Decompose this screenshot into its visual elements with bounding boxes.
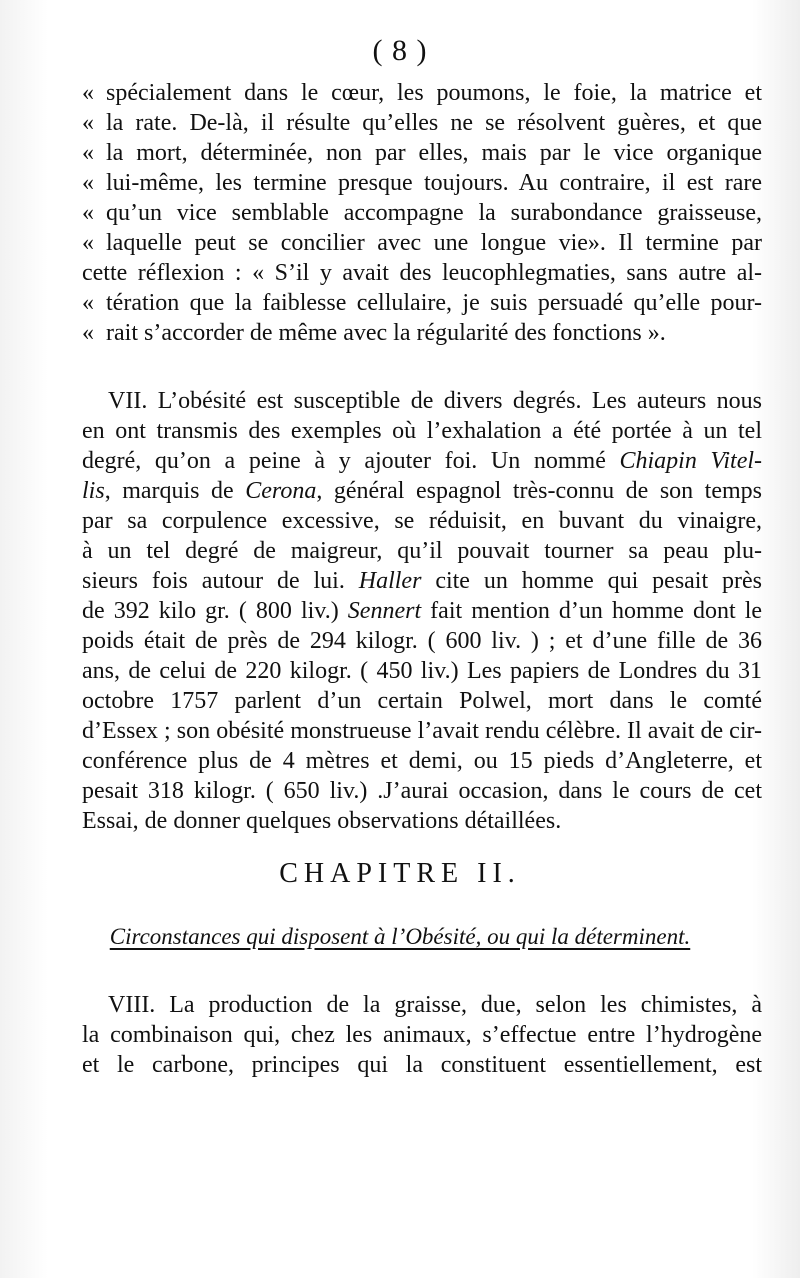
text-line: cette réflexion : « S’il y avait des leucophlegmaties, sans autre al- xyxy=(82,260,763,286)
text-line: poids était de près de 294 kilogr. ( 600 liv. ) ; et d’une fille de 36 xyxy=(82,628,762,654)
text-line: « qu’un vice semblable accompagne la surabondance graisseuse, xyxy=(82,200,762,226)
chapter-heading: CHAPITRE II. xyxy=(279,858,521,889)
text-line: lis, marquis de Cerona, général espagnol très-connu de son temps xyxy=(82,478,763,504)
text-line: ans, de celui de 220 kilogr. ( 450 liv.) Les papiers de Londres du 31 xyxy=(82,658,762,684)
text-line: « tération que la faiblesse cellulaire, je suis persuadé qu’elle pour- xyxy=(82,290,762,316)
quote-mark: « xyxy=(82,80,94,106)
text-line: « lui-même, les termine presque toujours. Au contraire, il est rare xyxy=(82,170,762,196)
text-line: degré, qu’on a peine à y ajouter foi. Un nommé Chiapin Vitel- xyxy=(82,448,763,474)
text-line: par sa corpulence excessive, se réduisit, en buvant du vinaigre, xyxy=(82,508,762,534)
text-line: à un tel degré de maigreur, qu’il pouvait tourner sa peau plu- xyxy=(82,538,762,564)
text-line: de 392 kilo gr. ( 800 liv.) Sennert fait mention d’un homme dont le xyxy=(82,598,763,624)
chapter-subtitle: Circonstances qui disposent à l’Obésité, ou qui la déterminent. xyxy=(109,924,691,949)
page-number: ( 8 ) xyxy=(372,34,428,67)
text-line: « laquelle peut se concilier avec une longue vie». Il termine par xyxy=(82,230,762,256)
person-name: Chiapin Vitel- xyxy=(619,448,763,474)
text-line: Essai, de donner quelques observations détaillées. xyxy=(82,808,562,834)
quote-mark: « xyxy=(252,260,265,286)
author-name: Sennert xyxy=(347,598,422,624)
text-line: d’Essex ; son obésité monstrueuse l’avait rendu célèbre. Il avait de cir- xyxy=(82,718,762,744)
author-name: Haller xyxy=(358,568,422,594)
quote-close: ». xyxy=(647,320,666,346)
place-name: Cerona xyxy=(245,478,317,504)
text-line: la combinaison qui, chez les animaux, s’effectue entre l’hydrogène xyxy=(82,1022,762,1048)
quote-mark: « xyxy=(82,200,94,226)
quote-mark: « xyxy=(82,320,94,346)
quote-mark: « xyxy=(82,140,94,166)
quote-mark: « xyxy=(82,290,94,316)
text-line: VIII. La production de la graisse, due, selon les chimistes, à xyxy=(108,992,762,1018)
quote-mark: « xyxy=(82,230,94,256)
quote-mark: « xyxy=(82,110,94,136)
text-line: conférence plus de 4 mètres et demi, ou 15 pieds d’Angleterre, et xyxy=(82,748,762,774)
text-line: et le carbone, principes qui la constituent essentiellement, est xyxy=(82,1052,762,1078)
text-line: « spécialement dans le cœur, les poumons, le foie, la matrice et xyxy=(82,80,762,106)
text-line: VII. L’obésité est susceptible de divers degrés. Les auteurs nous xyxy=(108,388,762,414)
text-line: « la mort, déterminée, non par elles, mais par le vice organique xyxy=(82,140,762,166)
text-line: pesait 318 kilogr. ( 650 liv.) .J’aurai occasion, dans le cours de cet xyxy=(82,778,762,804)
text-line: « rait s’accorder de même avec la régularité des fonctions ». xyxy=(82,320,666,346)
text-line: sieurs fois autour de lui. Haller cite un homme qui pesait près xyxy=(82,568,763,594)
text-line: « la rate. De-là, il résulte qu’elles ne se résolvent guères, et que xyxy=(82,110,762,136)
text-line: octobre 1757 parlent d’un certain Polwel, mort dans le comté xyxy=(82,688,762,714)
text-line: en ont transmis des exemples où l’exhalation a été portée à un tel xyxy=(82,418,762,444)
quote-mark: « xyxy=(82,170,94,196)
